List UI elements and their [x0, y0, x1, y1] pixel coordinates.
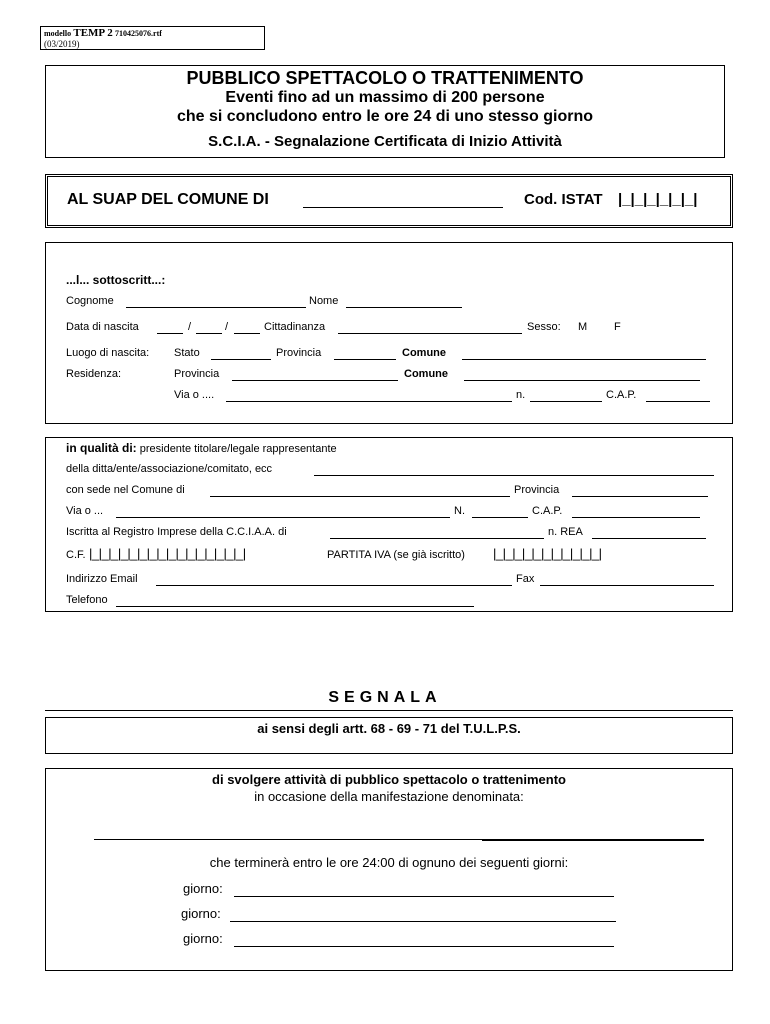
sesso-f-option[interactable]: F: [614, 321, 621, 333]
telefono-label: Telefono: [66, 594, 108, 606]
day1-field[interactable]: [234, 896, 614, 897]
provincia-nascita-field[interactable]: [334, 359, 396, 360]
sede-provincia-label: Provincia: [514, 484, 560, 496]
sede-cap-field[interactable]: [572, 517, 700, 518]
suap-label: AL SUAP DEL COMUNE DI: [67, 191, 269, 208]
residenza-label: Residenza:: [66, 368, 122, 380]
day1-label: giorno:: [183, 881, 223, 896]
model-prefix: modello: [44, 29, 72, 38]
tulps-text: ai sensi degli artt. 68 - 69 - 71 del T.U.L.P.S.: [257, 721, 521, 736]
sede-label: con sede nel Comune di: [66, 484, 185, 496]
title-block: [45, 65, 725, 158]
sede-civico-field[interactable]: [472, 517, 528, 518]
email-field[interactable]: [156, 585, 512, 586]
comune-residenza-field[interactable]: [464, 380, 700, 381]
sede-via-field[interactable]: [116, 517, 450, 518]
provincia-residenza-label: Provincia: [174, 368, 220, 380]
via-label: Via o ....: [174, 389, 215, 401]
istat-code-field[interactable]: |_|_|_|_|_|_|: [618, 191, 698, 208]
qualita-role: presidente titolare/legale rappresentante: [139, 443, 337, 455]
provincia-label: Provincia: [276, 347, 322, 359]
sede-provincia-field[interactable]: [572, 496, 708, 497]
model-file: 710425076.rtf: [115, 29, 162, 38]
stato-field[interactable]: [211, 359, 271, 360]
comune-nascita-field[interactable]: [462, 359, 706, 360]
model-tag: [40, 26, 265, 50]
nome-label: Nome: [309, 295, 339, 307]
event-name-field-extension[interactable]: [482, 839, 704, 841]
cittadinanza-label: Cittadinanza: [264, 321, 326, 333]
luogo-nascita-label: Luogo di nascita:: [66, 347, 150, 359]
date-separator: /: [188, 321, 192, 333]
ditta-field[interactable]: [314, 475, 714, 476]
ends-text: che terminerà entro le ore 24:00 di ognuno dei seguenti giorni:: [209, 855, 569, 870]
sesso-label: Sesso:: [527, 321, 561, 333]
rea-field[interactable]: [592, 538, 706, 539]
segnala-divider: [45, 710, 733, 711]
segnala-heading: SEGNALA: [328, 689, 442, 706]
suap-section: [45, 174, 733, 228]
ditta-label: della ditta/ente/associazione/comitato, ecc: [66, 463, 273, 475]
page-subtitle-scia: S.C.I.A. - Segnalazione Certificata di Inizio Attività: [208, 133, 562, 150]
day3-field[interactable]: [234, 946, 614, 947]
sede-civico-label: N.: [454, 505, 465, 517]
qualita-section: [45, 437, 733, 612]
signer-heading: ...l... sottoscritt...:: [66, 273, 166, 287]
event-name-field[interactable]: [94, 839, 482, 840]
sede-via-label: Via o ...: [66, 505, 104, 517]
signer-section: [45, 242, 733, 424]
nome-field[interactable]: [346, 307, 462, 308]
activity-text: di svolgere attività di pubblico spettacolo o trattenimento: [212, 772, 566, 787]
day2-label: giorno:: [181, 906, 221, 921]
sesso-m-option[interactable]: M: [578, 321, 588, 333]
cf-field[interactable]: |_|_|_|_|_|_|_|_|_|_|_|_|_|_|_|_|: [89, 546, 246, 561]
event-section: [45, 768, 733, 971]
cf-label: C.F.: [66, 549, 86, 561]
registro-field[interactable]: [330, 538, 544, 539]
suap-comune-field[interactable]: [303, 207, 503, 208]
civico-label: n.: [516, 389, 526, 401]
data-nascita-label: Data di nascita: [66, 321, 139, 333]
piva-field[interactable]: |_|_|_|_|_|_|_|_|_|_|_|: [493, 546, 602, 561]
provincia-residenza-field[interactable]: [232, 380, 398, 381]
day2-field[interactable]: [230, 921, 616, 922]
via-field[interactable]: [226, 401, 512, 402]
fax-field[interactable]: [540, 585, 714, 586]
stato-label: Stato: [174, 347, 200, 359]
telefono-field[interactable]: [116, 606, 474, 607]
page-subtitle-2: che si concludono entro le ore 24 di uno stesso giorno: [176, 108, 594, 125]
cognome-field[interactable]: [126, 307, 306, 308]
civico-field[interactable]: [530, 401, 602, 402]
comune-label: Comune: [402, 347, 446, 359]
email-label: Indirizzo Email: [66, 573, 138, 585]
cognome-label: Cognome: [66, 295, 114, 307]
comune-residenza-label: Comune: [404, 368, 448, 380]
page-subtitle-1: Eventi fino ad un massimo di 200 persone: [225, 89, 545, 106]
fax-label: Fax: [516, 573, 535, 585]
qualita-heading-row: [66, 441, 337, 455]
rea-label: n. REA: [548, 526, 583, 538]
page-title: PUBBLICO SPETTACOLO O TRATTENIMENTO: [186, 68, 584, 88]
model-tag-line1: [44, 28, 261, 39]
day3-label: giorno:: [183, 931, 223, 946]
qualita-heading: in qualità di:: [66, 441, 137, 455]
birth-day-field[interactable]: [157, 333, 183, 334]
birth-month-field[interactable]: [196, 333, 222, 334]
cap-label: C.A.P.: [606, 389, 637, 401]
piva-label: PARTITA IVA (se già iscritto): [327, 549, 465, 561]
sede-comune-field[interactable]: [210, 496, 510, 497]
model-date: (03/2019): [44, 39, 80, 49]
date-separator: /: [225, 321, 229, 333]
cittadinanza-field[interactable]: [338, 333, 522, 334]
registro-label: Iscritta al Registro Imprese della C.C.I.A.A. di: [66, 526, 287, 538]
tulps-section: [45, 717, 733, 754]
model-code: TEMP 2: [73, 27, 113, 39]
istat-label: Cod. ISTAT: [524, 191, 603, 208]
cap-field[interactable]: [646, 401, 710, 402]
occasion-text: in occasione della manifestazione denominata:: [254, 789, 524, 804]
birth-year-field[interactable]: [234, 333, 260, 334]
sede-cap-label: C.A.P.: [532, 505, 563, 517]
